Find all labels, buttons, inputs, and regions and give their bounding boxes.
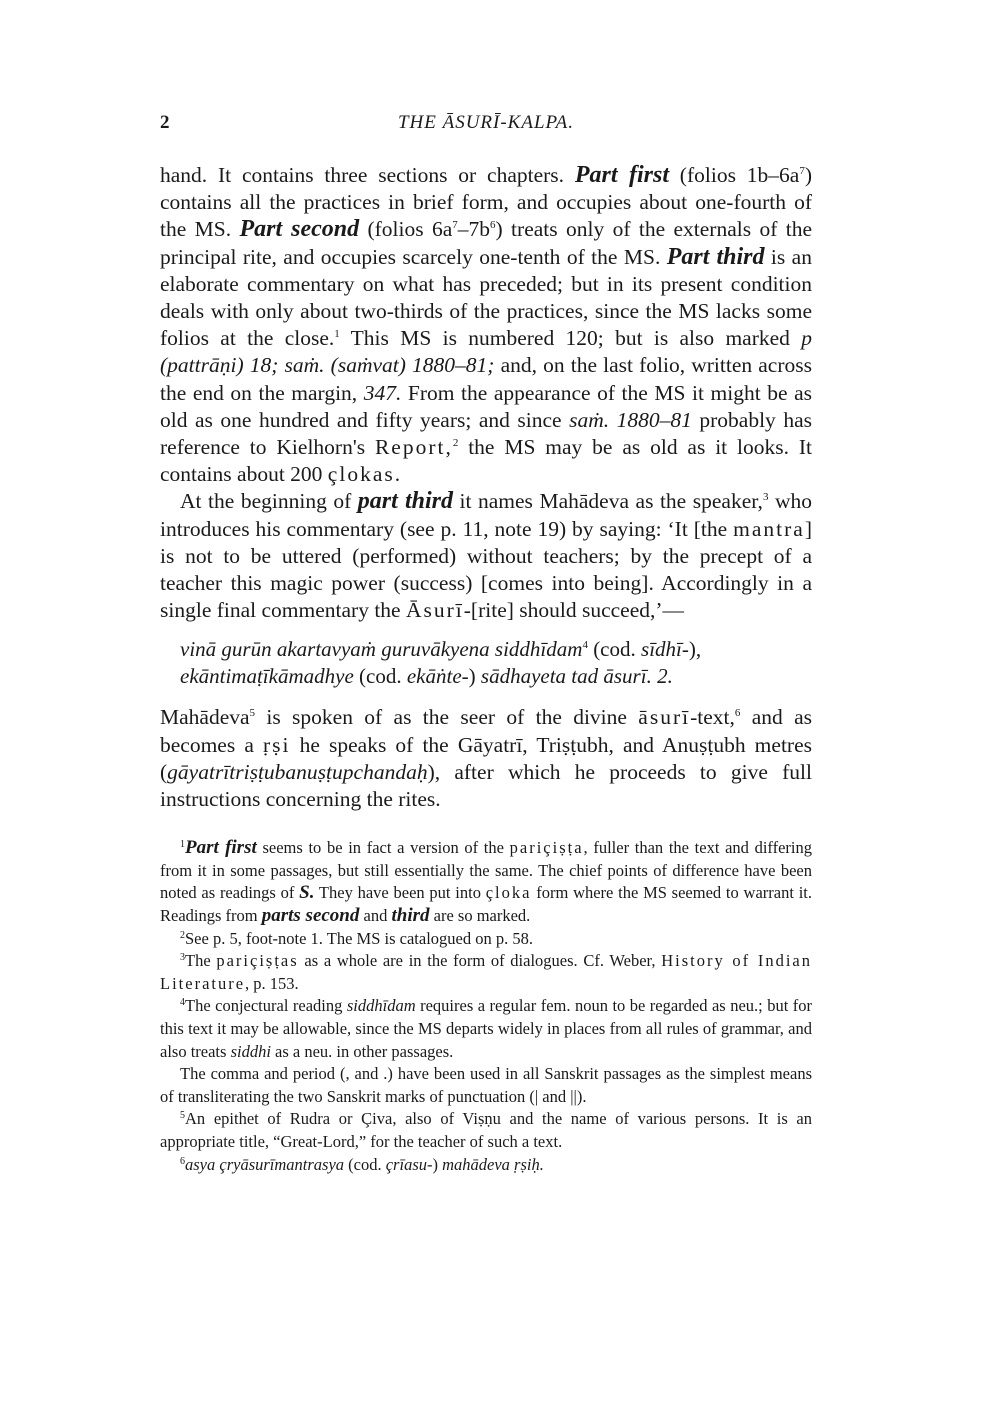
footnote-4: [160, 995, 812, 1063]
book-page: [160, 112, 812, 1176]
footnote-3: [160, 950, 812, 995]
running-title: THE ĀSURĪ-KALPA.: [397, 112, 575, 133]
footnote-ref-1[interactable]: 1: [334, 328, 340, 341]
text: the MS may be as old as it looks. It contains about 200: [160, 435, 812, 487]
text: as a whole are in the form of dialogues. Cf. Weber,: [298, 951, 662, 971]
emphasis-part-second: Part second: [239, 216, 360, 243]
footnote-2: [160, 928, 812, 951]
footnote-mark: 4: [180, 997, 185, 1009]
emphasis-parts-second: parts second: [261, 905, 360, 927]
spaced-text: çloka: [485, 883, 532, 903]
book-title: History of Indian Literature: [160, 951, 812, 993]
page-number: 2: [160, 112, 170, 133]
main-text: [160, 162, 812, 813]
text: ): [468, 664, 481, 689]
spaced-text: Āsurī: [405, 598, 464, 623]
page-header: [160, 112, 812, 142]
emphasis-part-first: Part first: [185, 837, 257, 859]
text: requires a regular fem. noun to be regarded as neu.; but for this text it may be allowable, since the MS departs widely in places from all rules of grammar, and also treats: [160, 996, 813, 1061]
italic-text: ekāṅte-: [406, 664, 469, 689]
text: ), after which he proceeds to give full instructions concerning the rites.: [160, 759, 812, 812]
text: The: [185, 951, 217, 971]
text: –7b: [457, 217, 491, 242]
spaced-text: pariçiṣṭas: [216, 951, 299, 971]
text: it names Mahādeva as the speaker,: [452, 489, 763, 514]
text: At the beginning of: [180, 489, 358, 514]
italic-text: sīdhī-: [641, 637, 689, 662]
footnote-mark: 2: [180, 929, 185, 941]
italic-text: asya çryāsurīmantrasya: [185, 1154, 345, 1174]
text: are so marked.: [429, 906, 531, 926]
italic-text: sādhayeta tad āsurī.: [480, 664, 652, 689]
footnote-5: [160, 1108, 812, 1153]
text: and: [359, 906, 392, 926]
text: ] is not to be uttered (performed) without teachers; by the precept of a teacher this magic power (success) [comes into being]. Accordingly in a single final commentary the: [160, 516, 812, 623]
sanskrit-verse: [180, 636, 812, 690]
superscript: 7: [452, 219, 458, 232]
text: as a neu. in other passages.: [270, 1041, 454, 1061]
text: (cod.: [344, 1154, 386, 1174]
text: , fuller than the text and differing from it in some passages, but still essentially the same. The chief points of difference have been noted as readings of: [160, 838, 813, 903]
emphasis-s: S.: [299, 882, 315, 904]
footnote-4-continued: The comma and period (, and .) have been used in all Sanskrit passages as the simplest means of transliterating the two Sanskrit marks of punctuation (| and ||).: [160, 1064, 812, 1106]
italic-text: siddhīdam: [346, 996, 416, 1016]
text: ),: [688, 637, 702, 662]
emphasis-part-first: Part first: [574, 162, 669, 188]
italic-text: gāyatrītriṣṭubanuṣṭupchandaḥ: [167, 759, 428, 784]
italic-text: p (pattrāṇi) 18; saṁ. (saṁvat) 1880–81;: [160, 326, 812, 378]
spaced-text: āsurī: [638, 705, 691, 730]
text: he speaks of the Gāyatrī, Triṣṭubh, and Anuṣṭubh metres (: [160, 732, 812, 784]
text: probably has reference to Kielhorn's: [160, 407, 812, 460]
footnote-ref-4[interactable]: 4: [582, 639, 588, 652]
text: ) treats only of the externals of the principal rite, and occupies scarcely one-tenth of the MS.: [160, 217, 812, 269]
text: is an elaborate commentary on what has preceded; but in its present condition deals with only about two-thirds of the practices, since the MS lacks some folios at the close.: [160, 244, 812, 351]
emphasis-part-third: part third: [357, 488, 453, 515]
italic-text: vinā gurūn akartavyaṁ guruvākyena siddhīdam: [180, 637, 583, 662]
text: Mahādeva: [160, 705, 250, 730]
text: (cod.: [587, 637, 642, 662]
footnote-mark: 3: [180, 952, 185, 964]
italic-text: siddhi: [230, 1041, 271, 1061]
paragraph-1: [160, 162, 812, 488]
text: hand. It contains three sections or chapters.: [160, 163, 575, 187]
footnote-ref-2[interactable]: 2: [452, 437, 459, 450]
text: and as becomes a: [160, 705, 813, 757]
footnote-1: [160, 837, 812, 927]
footnote-mark: 6: [180, 1155, 185, 1167]
footnote-mark: 1: [180, 839, 185, 851]
text: (folios 6a: [359, 217, 453, 242]
text: seems to be in fact a version of the: [256, 838, 510, 858]
paragraph-3: [160, 704, 812, 813]
text: See p. 5, foot-note 1. The MS is catalogued on p. 58.: [185, 928, 533, 948]
spaced-text: ṛṣi: [262, 732, 291, 757]
text: is spoken of as the seer of the divine: [255, 705, 639, 730]
text: form where the MS seemed to warrant it. Readings from: [160, 883, 812, 926]
text: This MS is numbered 120; but is also marked: [339, 326, 802, 351]
text: ) contains all the practices in brief form, and occupies about one-fourth of the MS.: [160, 163, 812, 242]
superscript: 6: [490, 219, 496, 232]
italic-text: ekāntimaṭīkāmadhye: [180, 664, 354, 689]
text: They have been put into: [314, 883, 486, 903]
footnote-mark: 5: [180, 1110, 185, 1122]
italic-text: mahādeva ṛṣiḥ.: [442, 1154, 544, 1174]
emphasis-third: third: [391, 905, 430, 927]
text: , p. 153.: [245, 973, 299, 993]
paragraph-2: [160, 488, 812, 624]
spaced-text: mantra: [733, 516, 805, 541]
italic-text: saṁ. 1880–81: [569, 407, 692, 432]
text: From the appearance of the MS it might be as old as one hundred and fifty years; and since: [160, 380, 812, 432]
text: -[rite] should succeed,’—: [463, 598, 685, 623]
text: and, on the last folio, written across the end on the margin,: [160, 353, 812, 405]
verse-number: 2.: [651, 664, 673, 689]
verse-line-2: [180, 663, 812, 690]
superscript: 7: [799, 165, 805, 177]
footnote-ref-3[interactable]: 3: [762, 491, 769, 504]
footnote-ref-6[interactable]: 6: [734, 707, 741, 720]
spaced-text: Report,: [374, 435, 453, 460]
text: ): [432, 1154, 443, 1174]
text: (folios 1b–6a: [668, 163, 800, 187]
verse-line-1: [180, 636, 812, 663]
italic-text: çrīasu-: [385, 1154, 433, 1174]
footnote-ref-5[interactable]: 5: [249, 707, 256, 720]
spaced-text: çlokas.: [327, 462, 403, 487]
text: An epithet of Rudra or Çiva, also of Viṣṇu and the name of various persons. It is an appropriate title, “Great-Lord,” for the teacher of such a text.: [160, 1109, 812, 1151]
text: -text,: [690, 705, 735, 730]
text: The conjectural reading: [185, 996, 347, 1016]
emphasis-part-third: Part third: [666, 243, 765, 270]
footnote-6: [160, 1154, 812, 1177]
spaced-text: pariçiṣṭa: [509, 838, 584, 858]
text: (cod.: [353, 664, 407, 689]
italic-number: 347.: [363, 380, 402, 405]
text: who introduces his commentary (see p. 11, note 19) by saying: ‘It [the: [160, 489, 812, 541]
footnotes: [160, 837, 812, 1176]
